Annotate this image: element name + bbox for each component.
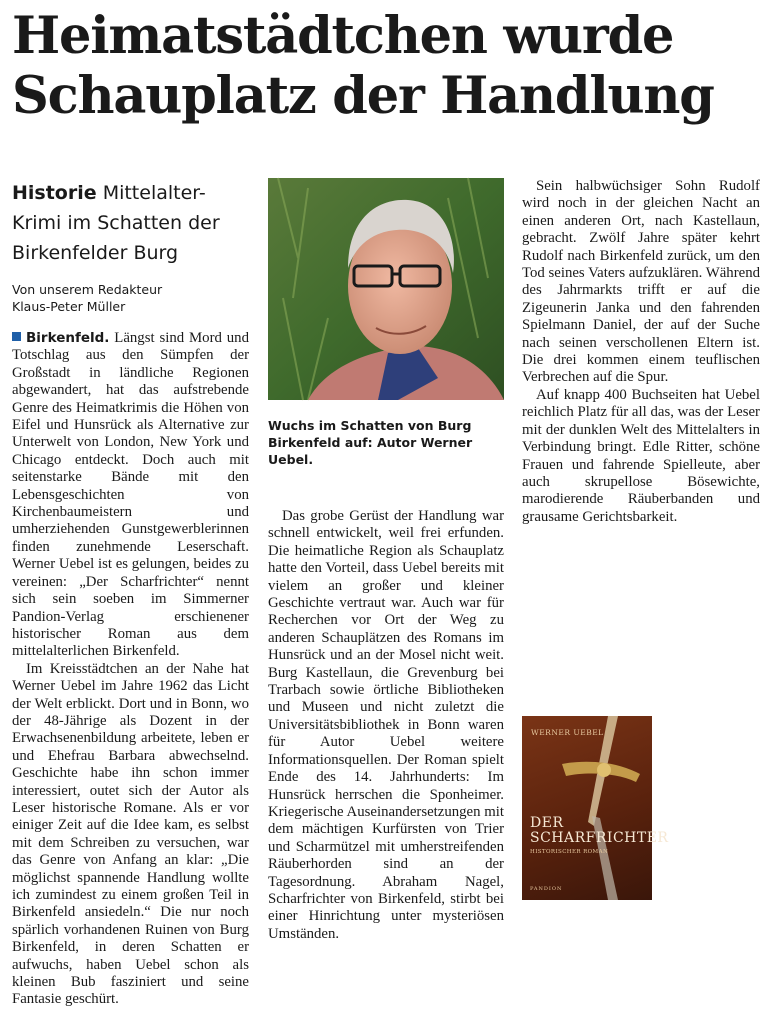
- paragraph-5: Auf knapp 400 Buchseiten hat Uebel reichlich Platz für all das, was der Leser mit der dunklen Welt des Mittelalters in Verbindung bringt. Edle Ritter, schöne Frauen und fahrende Spielleute, aber auch skrupellose Bösewichte, marodierende Räuberbanden und grausame Gerichtsbarkeit.: [522, 386, 760, 525]
- book-cover-title-line-1: DER: [530, 815, 564, 831]
- book-cover: [522, 716, 669, 900]
- kicker-text: Mittelalter-Krimi im Schatten der Birkenfelder Burg: [12, 182, 220, 264]
- paragraph-4: Sein halbwüchsiger Sohn Rudolf wird noch in der gleichen Nacht an einen anderen Ort, nach Kastellaun, gebracht. Zwölf Jahre später kehrt Rudolf nach Birkenfeld zurück, um den Tod seines Vaters aufzuklären. Während des Jahrmarkts trifft er auf die Zigeunerin Janka und den fahrenden Spielmann Daniel, der auf der Suche nach seinen verschollenen Eltern ist. Die drei kommen einem teuflischen Verbrechen auf die Spur.: [522, 178, 760, 386]
- dateline-square-icon: [12, 332, 21, 341]
- book-cover-subtitle: HISTORISCHER ROMAN: [530, 849, 609, 855]
- paragraph-1: [12, 330, 249, 661]
- photo-caption: Wuchs im Schatten von Burg Birkenfeld auf: Autor Werner Uebel.: [268, 418, 473, 467]
- dateline: Birkenfeld.: [26, 330, 110, 346]
- book-cover-publisher: PANDION: [530, 886, 563, 892]
- headline: [12, 6, 762, 126]
- headline-line-2: Schauplatz der Handlung: [12, 66, 714, 126]
- byline-author: Klaus-Peter Müller: [12, 299, 126, 314]
- book-cover-title: [522, 815, 669, 846]
- book-cover-title-line-2: SCHARFRICHTER: [530, 830, 669, 846]
- paragraph-3: Das grobe Gerüst der Handlung war schnell entwickelt, weil frei erfunden. Die heimatliche Region als Schauplatz hatte den Vorteil, dass Uebel bereits mit vielem an großer und kleiner Geschichte vertraut war. Auch war für Recherchen vor Ort der Weg zu anderen Schauplätzen des Romans im Hunsrück und an der Mosel nicht weit. Burg Kastellaun, die Grevenburg bei Trarbach sowie örtliche Bibliotheken und Museen und nicht zuletzt die Universitätsbibliothek in Bonn waren für Autor Uebel weitere Informationsquellen. Der Roman spielt Ende des 14. Jahrhunderts: Im Hunsrück herrschen die Sponheimer. Kriegerische Auseinandersetzungen mit dem mächtigen Kurfürsten von Trier und Scharmützel mit umherstreifenden Räuberhorden sind an der Tagesordnung. Abraham Nagel, Scharfrichter von Birkenfeld, stirbt bei einer Hinrichtung unter mysteriösen Umständen.: [268, 508, 504, 942]
- author-photo: [268, 178, 504, 400]
- article-column-2: [268, 508, 504, 943]
- paragraph-2: Im Kreisstädtchen an der Nahe hat Werner Uebel im Jahre 1962 das Licht der Welt erblickt. Dort und in Bonn, wo der 48-Jährige als Dozent in der Erwachsenenbildung arbeitete, leben er und Ehefrau Barbara abwechselnd. Geschichte habe ihn schon immer interessiert, outet sich der Autor als Leser historische Romane. Als er vor einiger Zeit auf die Idee kam, es selbst mit dem Schreiben zu versuchen, war das Genre von Anfang an klar: „Die möglichst spannende Handlung wollte ich zumindest zu einem großen Teil in Birkenfeld ansiedeln.“ Die nur noch spärlich vorhandenen Ruinen von Burg Birkenfeld, in deren Schatten er aufwuchs, haben Uebel schon als kleinen Bub fasziniert und seine Fantasie geschürt.: [12, 660, 249, 1008]
- byline: [12, 281, 252, 315]
- article-column-3: [522, 178, 760, 526]
- author-portrait-image: [268, 178, 504, 400]
- paragraph-1-text: Längst sind Mord und Totschlag aus den Sümpfen der Großstadt in ländliche Regionen abgewandert, hat das aufstrebende Genre des Heimatkrimis die Höhen von Eifel und Hunsrück als Alternative zur Unterwelt von London, New York und Chicago entdeckt. Doch auch mit seitenstarke Bände mit den Lebensgeschichten von Kirchenbaumeistern und umherziehenden Gunstgewerblerinnen finden zunehmende Leserschaft. Werner Uebel ist es gelungen, beides zu vereinen: „Der Scharfrichter“ nennt sich sein soeben im Simmerner Pandion-Verlag erschienener historischer Roman aus dem mittelalterlichen Birkenfeld.: [12, 330, 249, 660]
- book-cover-author: WERNER UEBEL: [531, 728, 604, 737]
- headline-line-1: Heimatstädtchen wurde: [12, 6, 674, 66]
- kicker: [12, 178, 252, 268]
- byline-line-1: Von unserem Redakteur: [12, 282, 163, 297]
- article-column-1: [12, 330, 249, 1009]
- sword-illustration: [522, 716, 669, 900]
- kicker-label: Historie: [12, 182, 97, 204]
